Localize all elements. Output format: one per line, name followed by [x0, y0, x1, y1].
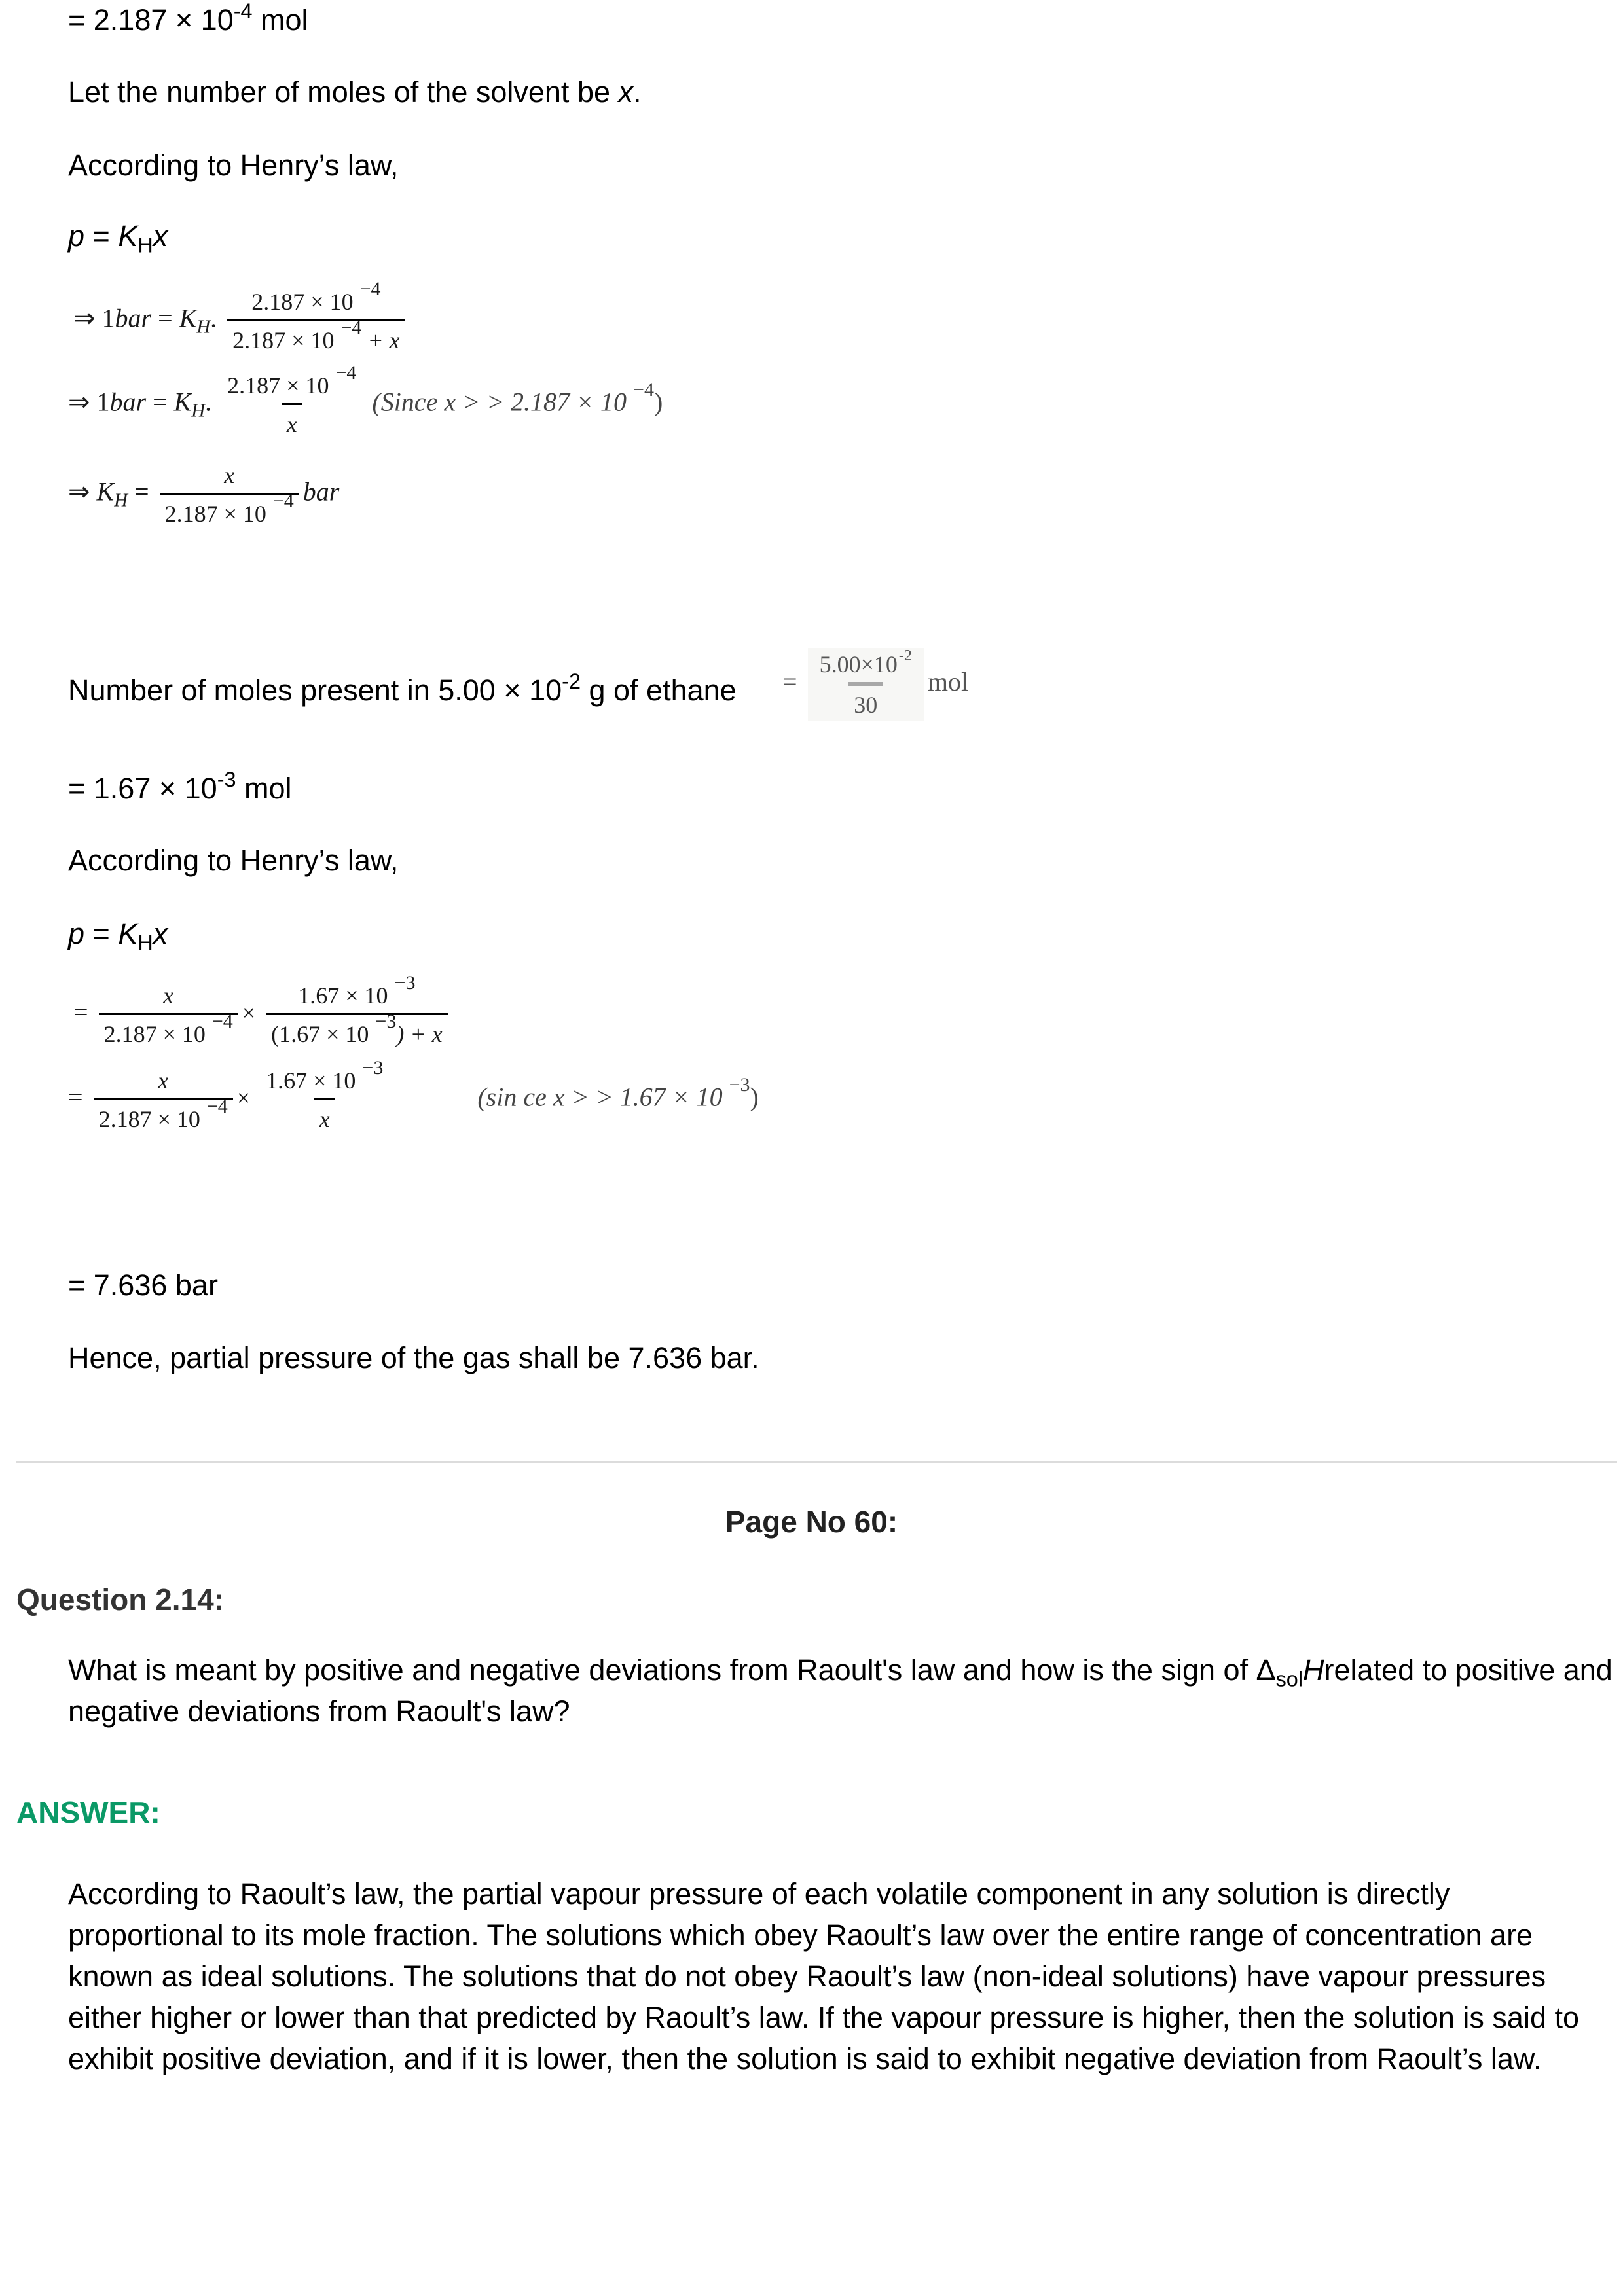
eq2-numerator	[222, 361, 361, 403]
eq5-f2-denominator: x	[314, 1098, 335, 1133]
henry-law-intro-2: According to Henry’s law,	[68, 844, 399, 877]
eq4-fraction-1	[99, 982, 238, 1048]
henry-law-intro-1: According to Henry’s law,	[68, 149, 399, 182]
ethane-equals: =	[782, 667, 797, 697]
equation-1	[73, 278, 409, 354]
eq2-fraction	[222, 361, 361, 438]
equation-4	[73, 971, 452, 1048]
eq2-lhs-unit: bar	[109, 387, 147, 417]
ethane-result-exp: -3	[217, 768, 236, 792]
eq4-f2-num-base: 1.67 × 10	[298, 982, 388, 1009]
eq1-lhs-unit: bar	[115, 303, 152, 333]
eq5-f1-denominator	[94, 1095, 233, 1133]
eq5-note: (sin ce x > > 1.67 × 10	[477, 1082, 723, 1112]
eq5-f1-den-exp: −4	[206, 1095, 228, 1117]
question-title: Question 2.14:	[16, 1583, 224, 1617]
equation-3	[68, 461, 339, 528]
eq5-fraction-2	[261, 1056, 388, 1133]
mole-fraction-symbol: x	[153, 219, 168, 253]
conclusion: Hence, partial pressure of the gas shall be 7.636 bar.	[68, 1341, 759, 1374]
eq2-note-end: )	[653, 387, 663, 417]
eq1-den-exp: −4	[340, 316, 362, 338]
ethane-result-base: = 1.67 × 10	[68, 772, 217, 805]
eq1-den-tail: + x	[361, 327, 400, 353]
eq1-den-base: 2.187 × 10	[232, 327, 335, 353]
eq4-f1-den-base: 2.187 × 10	[103, 1021, 206, 1047]
ethane-result-line	[68, 768, 292, 805]
ethane-text-exp: -2	[562, 670, 581, 694]
question-enthalpy-symbol: H	[1303, 1653, 1324, 1687]
eq1-dot: .	[210, 303, 217, 333]
eq3-denominator	[160, 490, 299, 528]
henry-constant-subscript: H	[137, 233, 153, 257]
ethane-fraction	[808, 648, 924, 721]
ethane-text-suffix: g of ethane	[580, 673, 737, 707]
pressure-symbol: p	[68, 219, 85, 253]
eq1-equals: =	[151, 303, 179, 333]
eq4-f1-den-exp: −4	[211, 1010, 233, 1032]
eq4-f1-numerator: x	[163, 982, 174, 1009]
eq3-arrow: ⇒	[68, 476, 97, 507]
final-result: = 7.636 bar	[68, 1268, 218, 1302]
eq3-k: K	[96, 476, 115, 507]
eq2-lhs: ⇒ 1	[68, 387, 110, 417]
eq4-equals: =	[73, 997, 88, 1027]
eq4-f2-num-exp: −3	[394, 971, 416, 994]
eq1-denominator	[227, 316, 405, 354]
eq2-denominator: x	[282, 403, 302, 438]
eq1-k-sub: H	[196, 316, 211, 338]
eq3-unit: bar	[302, 476, 340, 507]
ethane-frac-denominator: 30	[848, 682, 883, 719]
equals-sign: =	[84, 219, 119, 253]
ethane-fraction-image	[782, 648, 968, 721]
ethane-moles-line	[68, 670, 737, 707]
moles-result-exponent: -4	[233, 0, 253, 24]
eq2-num-exp: −4	[335, 361, 357, 384]
eq3-equals: =	[128, 476, 156, 507]
eq1-fraction	[227, 278, 405, 354]
eq5-f2-numerator	[261, 1056, 388, 1098]
eq3-den-base: 2.187 × 10	[164, 501, 266, 527]
mole-fraction-symbol: x	[153, 917, 168, 950]
pressure-symbol: p	[68, 917, 85, 950]
henry-constant-symbol: K	[118, 917, 138, 950]
ethane-result-unit: mol	[236, 772, 292, 805]
eq1-num-base: 2.187 × 10	[251, 289, 354, 315]
eq1-num-exp: −4	[359, 278, 381, 300]
let-statement-variable: x	[618, 75, 633, 109]
eq4-f1-denominator	[99, 1010, 238, 1048]
eq1-lhs: ⇒ 1	[73, 303, 115, 333]
eq4-f2-den-exp: −3	[375, 1010, 397, 1032]
ethane-text-prefix: Number of moles present in 5.00 × 10	[68, 673, 562, 707]
ethane-frac-num-exp: -2	[898, 647, 912, 664]
let-statement	[68, 77, 642, 107]
eq2-k-sub: H	[191, 400, 206, 422]
eq4-times: ×	[242, 999, 256, 1026]
eq3-numerator: x	[224, 462, 235, 488]
page-number-heading: Page No 60:	[725, 1505, 898, 1539]
question-delta-subscript: sol	[1275, 1667, 1304, 1691]
eq1-numerator	[246, 278, 386, 319]
henry-formula-1	[68, 219, 168, 257]
section-divider	[16, 1461, 1617, 1463]
eq2-num-base: 2.187 × 10	[227, 372, 329, 399]
eq4-f2-denominator	[266, 1010, 447, 1048]
ethane-frac-unit: mol	[927, 667, 969, 697]
eq2-k: K	[173, 387, 192, 417]
eq3-den-exp: −4	[272, 490, 294, 512]
ethane-frac-numerator	[814, 647, 917, 682]
moles-result-base: = 2.187 × 10	[68, 3, 234, 37]
moles-result-unit: mol	[252, 3, 308, 37]
eq4-f2-numerator	[293, 971, 420, 1013]
eq3-k-sub: H	[114, 490, 128, 511]
eq5-f1-den-base: 2.187 × 10	[98, 1106, 200, 1132]
eq3-fraction	[160, 461, 299, 528]
henry-constant-symbol: K	[118, 219, 138, 253]
henry-formula-2	[68, 917, 168, 955]
question-text-start: What is meant by positive and negative deviations from Raoult's law and how is the sign of Δ	[68, 1653, 1276, 1687]
ethane-frac-num-base: 5.00×10	[819, 651, 898, 677]
question-text-end: related to positive and negative deviations from Raoult's law?	[68, 1653, 1613, 1728]
moles-result-line	[68, 0, 308, 37]
eq4-fraction-2	[266, 971, 447, 1048]
eq2-dot: .	[205, 387, 212, 417]
eq5-fraction-1	[94, 1067, 233, 1133]
eq5-f2-num-exp: −3	[362, 1056, 384, 1079]
eq2-note-exp: −4	[633, 379, 654, 401]
equation-5	[68, 1056, 759, 1133]
eq4-f2-den-tail: ) + x	[396, 1021, 443, 1047]
eq1-k: K	[179, 303, 197, 333]
let-statement-text: Let the number of moles of the solvent be	[68, 75, 619, 109]
equation-2	[68, 361, 663, 438]
let-statement-end: .	[633, 75, 642, 109]
eq5-f2-num-base: 1.67 × 10	[266, 1067, 356, 1094]
eq5-note-exp: −3	[729, 1074, 750, 1096]
answer-label: ANSWER:	[16, 1795, 160, 1829]
eq2-equals: =	[146, 387, 174, 417]
henry-constant-subscript: H	[137, 931, 153, 955]
equals-sign: =	[84, 917, 119, 950]
answer-paragraph: According to Raoult’s law, the partial vapour pressure of each volatile component in any solution is directly proportional to its mole fraction. The solutions which obey Raoult’s law over the entire range of concentration are known as ideal solutions. The solutions that do not obey Raoult’s law (non-ideal solutions) have vapour pressures either higher or lower than that predicted by Raoult’s law. If the vapour pressure is higher, then the solution is said to exhibit positive deviation, and if it is lower, then the solution is said to exhibit negative deviation from Raoult’s law.	[68, 1877, 1580, 2075]
eq5-f1-numerator: x	[158, 1067, 169, 1094]
eq5-times: ×	[236, 1085, 251, 1111]
eq5-note-end: )	[750, 1082, 759, 1112]
eq2-note: (Since x > > 2.187 × 10	[372, 387, 627, 417]
eq5-equals: =	[68, 1082, 83, 1112]
eq4-f2-den-base: (1.67 × 10	[271, 1021, 369, 1047]
question-text	[68, 1649, 1613, 1732]
